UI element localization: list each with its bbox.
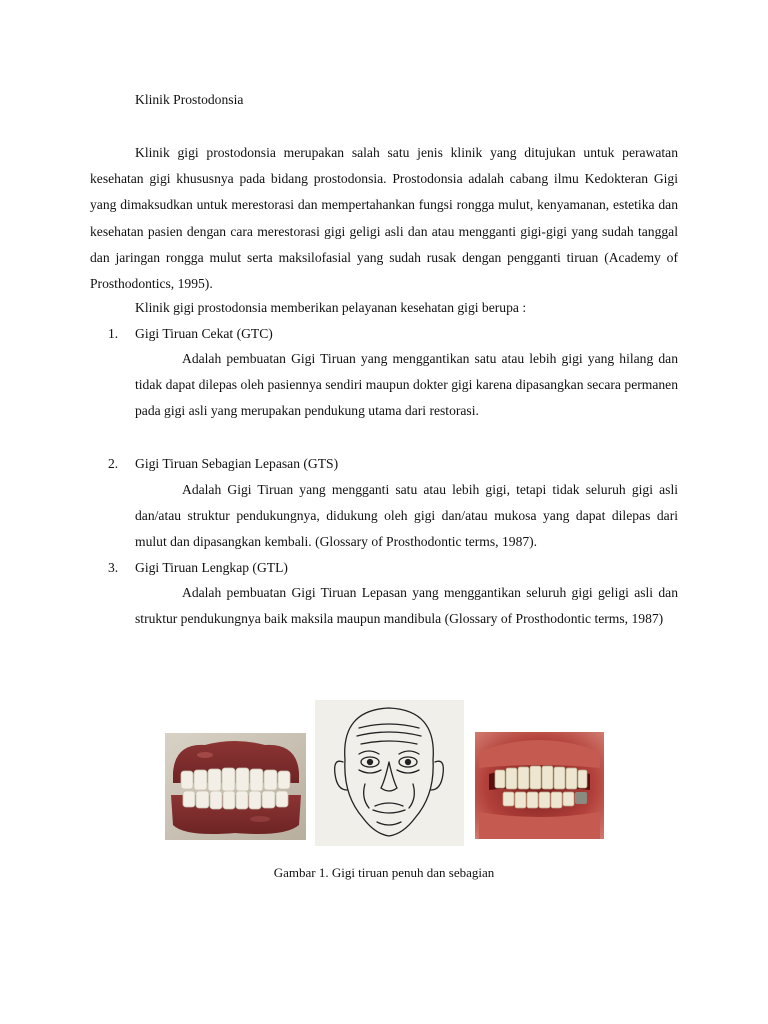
- partial-denture-mouth-photo: [475, 732, 604, 839]
- list-item-number: 1.: [108, 326, 119, 341]
- list-item-text: Adalah pembuatan Gigi Tiruan yang menggantikan satu atau lebih gigi yang hilang dan tidak dapat dilepas oleh pasiennya sendiri maupun dokter gigi karena dipasangkan secara permanen pada gigi asli yang merupakan pendukung utama dari restorasi.: [135, 351, 678, 419]
- list-item-label: Gigi Tiruan Sebagian Lepasan (GTS): [135, 456, 339, 471]
- list-item-text: Adalah Gigi Tiruan yang mengganti satu atau lebih gigi, tetapi tidak seluruh gigi asli dan/atau struktur pendukungnya, didukung oleh gigi dan/atau mukosa yang dapat dilepas dari mulut dan dipasangkan kembali. (Glossary of Prosthodontic terms, 1987).: [135, 482, 678, 550]
- list-item-heading: [90, 555, 678, 581]
- list-item-number: 2.: [108, 456, 119, 471]
- elderly-face-drawing: [315, 700, 464, 846]
- section-heading: Klinik Prostodonsia: [135, 92, 244, 107]
- list-item-label: Gigi Tiruan Cekat (GTC): [135, 326, 273, 341]
- intro-paragraph: Klinik gigi prostodonsia merupakan salah satu jenis klinik yang ditujukan untuk perawatan kesehatan gigi khususnya pada bidang prostodonsia. Prostodonsia adalah cabang ilmu Kedokteran Gigi yang dimaksudkan untuk merestorasi dan mempertahankan fungsi rongga mulut, kenyamanan, estetika dan kesehatan pasien dengan cara merestorasi gigi geligi asli dan atau mengganti gigi-gigi yang sudah tanggal dan jaringan rongga mulut serta maksilofasial yang sudah rusak dengan pengganti tiruan (Academy of Prosthodontics, 1995).: [90, 145, 678, 292]
- list-item-heading: [90, 321, 678, 347]
- list-item-heading: [90, 451, 678, 477]
- list-item-text: Adalah pembuatan Gigi Tiruan Lepasan yang menggantikan seluruh gigi geligi asli dan struktur pendukungnya baik maksila maupun mandibula (Glossary of Prosthodontic terms, 1987): [135, 585, 678, 627]
- complete-denture-photo: [165, 733, 306, 840]
- list-item-label: Gigi Tiruan Lengkap (GTL): [135, 560, 288, 575]
- figure-caption: Gambar 1. Gigi tiruan penuh dan sebagian: [273, 865, 495, 880]
- list-item-number: 3.: [108, 560, 119, 575]
- services-intro-paragraph: Klinik gigi prostodonsia memberikan pelayanan kesehatan gigi berupa :: [135, 300, 527, 315]
